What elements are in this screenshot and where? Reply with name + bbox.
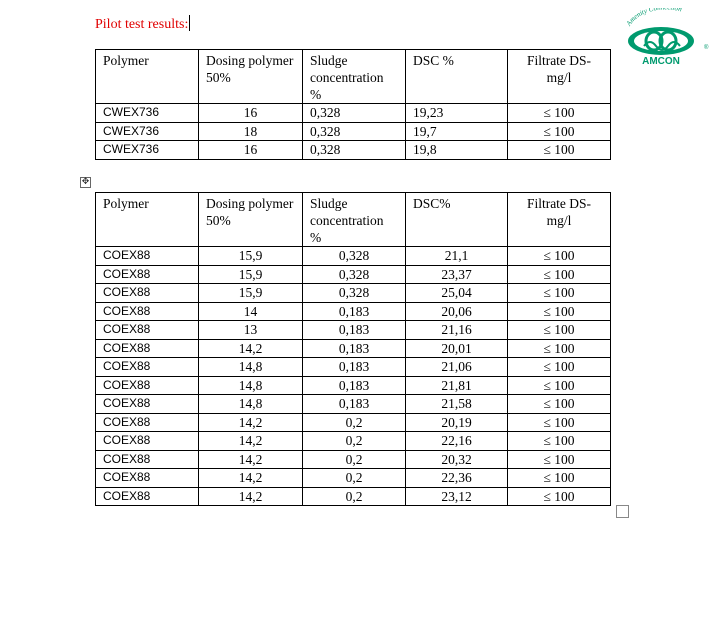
table-cell[interactable]: 0,2 bbox=[303, 432, 406, 451]
table-cell[interactable]: ≤ 100 bbox=[508, 395, 611, 414]
table-cell[interactable]: 20,01 bbox=[406, 339, 508, 358]
table-cell[interactable]: 14,2 bbox=[199, 487, 303, 506]
table-row bbox=[96, 122, 611, 141]
table-row bbox=[96, 284, 611, 303]
table-cell[interactable]: ≤ 100 bbox=[508, 432, 611, 451]
table-cell[interactable]: 19,7 bbox=[406, 122, 508, 141]
table-resize-handle-icon[interactable] bbox=[616, 505, 629, 518]
table-cell[interactable]: ≤ 100 bbox=[508, 302, 611, 321]
table-cell[interactable]: 14,8 bbox=[199, 376, 303, 395]
header-row bbox=[96, 193, 611, 247]
table-cell[interactable]: CWEX736 bbox=[96, 122, 199, 141]
table-cell[interactable]: 14,2 bbox=[199, 413, 303, 432]
table-cell[interactable]: 25,04 bbox=[406, 284, 508, 303]
table-cell[interactable]: 20,19 bbox=[406, 413, 508, 432]
table-cell[interactable]: 19,23 bbox=[406, 104, 508, 123]
table-row bbox=[96, 376, 611, 395]
table-cell[interactable]: CWEX736 bbox=[96, 104, 199, 123]
table-cell[interactable]: 16 bbox=[199, 104, 303, 123]
table-cell[interactable]: 14,2 bbox=[199, 432, 303, 451]
header-row bbox=[96, 50, 611, 104]
header-cell[interactable]: Dosing polymer 50% bbox=[199, 193, 303, 247]
table-cell[interactable]: ≤ 100 bbox=[508, 141, 611, 160]
header-cell[interactable]: DSC % bbox=[406, 50, 508, 104]
table-cell[interactable]: 19,8 bbox=[406, 141, 508, 160]
table-cell[interactable]: 20,32 bbox=[406, 450, 508, 469]
table-cell[interactable]: ≤ 100 bbox=[508, 450, 611, 469]
table-cell[interactable]: ≤ 100 bbox=[508, 358, 611, 377]
table-cell[interactable]: 0,2 bbox=[303, 487, 406, 506]
table-row bbox=[96, 141, 611, 160]
table-move-handle-icon[interactable]: ✥ bbox=[81, 177, 90, 187]
header-cell[interactable]: Filtrate DS-mg/l bbox=[508, 193, 611, 247]
table-row bbox=[96, 469, 611, 488]
text-cursor bbox=[189, 15, 190, 31]
table-row bbox=[96, 247, 611, 266]
table-cell[interactable]: COEX88 bbox=[96, 413, 199, 432]
table-cell[interactable]: ≤ 100 bbox=[508, 413, 611, 432]
table-cell[interactable]: COEX88 bbox=[96, 487, 199, 506]
table-cell[interactable]: 21,16 bbox=[406, 321, 508, 340]
table-cell[interactable]: COEX88 bbox=[96, 395, 199, 414]
pilot-results-table-2 bbox=[95, 192, 611, 506]
table-cell[interactable]: COEX88 bbox=[96, 339, 199, 358]
table-cell[interactable]: 0,183 bbox=[303, 358, 406, 377]
amcon-emblem-icon bbox=[620, 8, 712, 58]
table-row bbox=[96, 339, 611, 358]
table-cell[interactable]: 21,81 bbox=[406, 376, 508, 395]
table-cell[interactable]: ≤ 100 bbox=[508, 284, 611, 303]
table-cell[interactable]: COEX88 bbox=[96, 302, 199, 321]
header-cell[interactable]: Polymer bbox=[96, 193, 199, 247]
table-cell[interactable]: 0,328 bbox=[303, 265, 406, 284]
table-cell[interactable]: 0,328 bbox=[303, 104, 406, 123]
table-cell[interactable]: 21,1 bbox=[406, 247, 508, 266]
table-cell[interactable]: 14,2 bbox=[199, 450, 303, 469]
table-cell[interactable]: 0,183 bbox=[303, 376, 406, 395]
table-cell[interactable]: ≤ 100 bbox=[508, 265, 611, 284]
table-row bbox=[96, 450, 611, 469]
header-cell[interactable]: Sludge concentration % bbox=[303, 50, 406, 104]
header-cell[interactable]: Dosing polymer 50% bbox=[199, 50, 303, 104]
table-row bbox=[96, 413, 611, 432]
table-cell[interactable]: 0,2 bbox=[303, 469, 406, 488]
svg-text:Amenity Connection bbox=[624, 8, 683, 28]
table-cell[interactable]: 23,37 bbox=[406, 265, 508, 284]
amcon-logo bbox=[620, 8, 712, 72]
table-cell[interactable]: ≤ 100 bbox=[508, 376, 611, 395]
logo-arc-text: Amenity Co on bbox=[624, 8, 683, 28]
table-cell[interactable]: 0,183 bbox=[303, 321, 406, 340]
table-cell[interactable]: ≤ 100 bbox=[508, 487, 611, 506]
table-cell[interactable]: COEX88 bbox=[96, 432, 199, 451]
document-title[interactable] bbox=[95, 15, 190, 33]
registered-mark: ® bbox=[704, 45, 709, 51]
table-cell[interactable]: 0,183 bbox=[303, 395, 406, 414]
table-cell[interactable]: 13 bbox=[199, 321, 303, 340]
table-cell[interactable]: 16 bbox=[199, 141, 303, 160]
table-cell[interactable]: 22,16 bbox=[406, 432, 508, 451]
table-row bbox=[96, 321, 611, 340]
table-row bbox=[96, 302, 611, 321]
table-cell[interactable]: 22,36 bbox=[406, 469, 508, 488]
table-cell[interactable]: COEX88 bbox=[96, 247, 199, 266]
table-row bbox=[96, 104, 611, 123]
table-row bbox=[96, 432, 611, 451]
table-cell[interactable]: 23,12 bbox=[406, 487, 508, 506]
pilot-results-table-1 bbox=[95, 49, 611, 160]
table-cell[interactable]: COEX88 bbox=[96, 265, 199, 284]
table-cell[interactable]: 21,58 bbox=[406, 395, 508, 414]
table-cell[interactable]: COEX88 bbox=[96, 469, 199, 488]
table-cell[interactable]: 14,2 bbox=[199, 339, 303, 358]
table-cell[interactable]: 18 bbox=[199, 122, 303, 141]
table-cell[interactable]: 21,06 bbox=[406, 358, 508, 377]
table-cell[interactable]: COEX88 bbox=[96, 376, 199, 395]
header-cell[interactable]: Filtrate DS-mg/l bbox=[508, 50, 611, 104]
table-cell[interactable]: COEX88 bbox=[96, 450, 199, 469]
table-cell[interactable]: 14,8 bbox=[199, 358, 303, 377]
table-row bbox=[96, 487, 611, 506]
table-cell[interactable]: ≤ 100 bbox=[508, 122, 611, 141]
header-cell[interactable]: DSC% bbox=[406, 193, 508, 247]
table-cell[interactable]: 14,2 bbox=[199, 469, 303, 488]
table-cell[interactable]: ≤ 100 bbox=[508, 247, 611, 266]
table-cell[interactable]: 0,328 bbox=[303, 141, 406, 160]
table-row bbox=[96, 358, 611, 377]
table-cell[interactable]: CWEX736 bbox=[96, 141, 199, 160]
table-cell[interactable]: ≤ 100 bbox=[508, 469, 611, 488]
table-cell[interactable]: 20,06 bbox=[406, 302, 508, 321]
table-cell[interactable]: 14 bbox=[199, 302, 303, 321]
table-cell[interactable]: 0,183 bbox=[303, 339, 406, 358]
table-cell[interactable]: 0,328 bbox=[303, 247, 406, 266]
table-cell[interactable]: ≤ 100 bbox=[508, 339, 611, 358]
table-cell[interactable]: COEX88 bbox=[96, 321, 199, 340]
table-cell[interactable]: ≤ 100 bbox=[508, 104, 611, 123]
title-text: Pilot test results: bbox=[95, 17, 189, 32]
table-cell[interactable]: COEX88 bbox=[96, 358, 199, 377]
logo-brand-text: AMCON bbox=[642, 56, 680, 67]
table-cell[interactable]: ≤ 100 bbox=[508, 321, 611, 340]
table-cell[interactable]: 15,9 bbox=[199, 265, 303, 284]
table-row bbox=[96, 265, 611, 284]
table-cell[interactable]: 15,9 bbox=[199, 247, 303, 266]
table-cell[interactable]: 0,2 bbox=[303, 450, 406, 469]
header-cell[interactable]: Polymer bbox=[96, 50, 199, 104]
table-cell[interactable]: 0,328 bbox=[303, 284, 406, 303]
table-row bbox=[96, 395, 611, 414]
header-cell[interactable]: Sludge concentration % bbox=[303, 193, 406, 247]
table-cell[interactable]: 14,8 bbox=[199, 395, 303, 414]
table-cell[interactable]: 15,9 bbox=[199, 284, 303, 303]
table-cell[interactable]: 0,328 bbox=[303, 122, 406, 141]
table-cell[interactable]: 0,183 bbox=[303, 302, 406, 321]
table-cell[interactable]: COEX88 bbox=[96, 284, 199, 303]
table-cell[interactable]: 0,2 bbox=[303, 413, 406, 432]
